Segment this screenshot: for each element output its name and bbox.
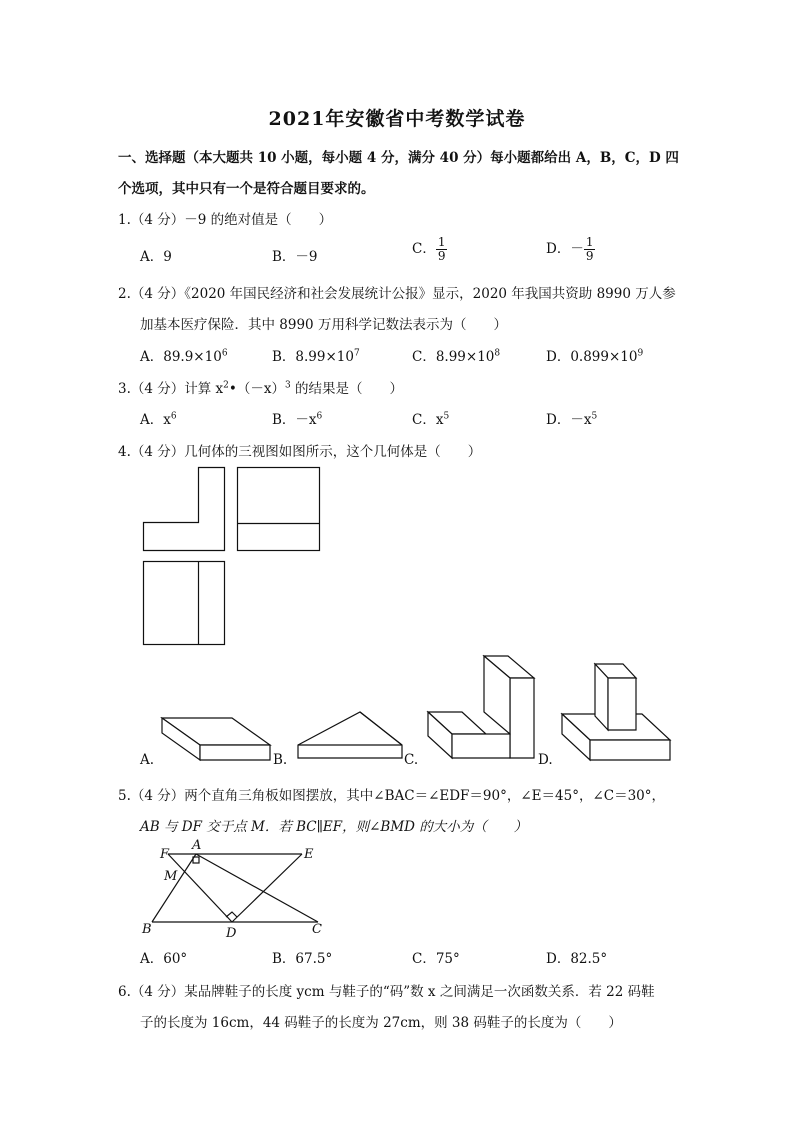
option-text: C．8.99×10 <box>412 349 495 365</box>
exponent: 6 <box>170 411 177 422</box>
fraction-denominator: 9 <box>585 249 594 263</box>
fraction-denominator: 9 <box>437 249 446 263</box>
segment-ab <box>152 854 196 922</box>
q5-stem-line1: 5.（4 分）两个直角三角板如图摆放，其中∠BAC＝∠EDF＝90°，∠E＝45°，∠C＝30°， <box>118 788 666 804</box>
q2-stem-line1: 2.（4 分）《2020 年国民经济和社会发展统计公报》显示，2020 年我国共资助 8990 万人参 <box>118 286 676 302</box>
stem-text: •（－x） <box>228 381 285 397</box>
exponent: 5 <box>443 411 450 422</box>
q3-stem <box>118 377 403 397</box>
option-a-solid-slab <box>162 718 270 760</box>
q6-stem-line1: 6.（4 分）某品牌鞋子的长度 ycm 与鞋子的“码”数 x 之间满足一次函数关系．若 22 码鞋 <box>118 984 655 1000</box>
q3-option-d <box>546 408 597 428</box>
option-text: C．x <box>412 412 444 428</box>
option-b-solid-wedge <box>298 712 402 758</box>
q1-option-d <box>546 236 595 263</box>
section-instructions-line2: 个选项，其中只有一个是符合题目要求的。 <box>118 181 375 197</box>
q5-option-d: D．82.5° <box>546 951 608 967</box>
label-b: B <box>142 922 152 937</box>
option-d-solid-block-on-slab <box>562 664 670 760</box>
exponent: 3 <box>284 380 291 391</box>
q5-option-c: C．75° <box>412 951 460 967</box>
q2-option-a <box>140 345 228 365</box>
q4-option-d-label: D. <box>538 752 553 768</box>
q1-option-d-fraction <box>584 236 596 263</box>
option-text: A．x <box>140 412 171 428</box>
label-e: E <box>304 847 314 862</box>
stem-text: 3.（4 分）计算 x <box>118 381 224 397</box>
q5-option-a: A．60° <box>140 951 188 967</box>
option-c-solid-l-block <box>428 656 534 758</box>
q1-option-c-fraction <box>436 236 448 263</box>
q4-three-views-figure <box>140 464 330 650</box>
side-view <box>238 468 320 551</box>
exponent: 5 <box>591 411 598 422</box>
q2-stem-line2: 加基本医疗保险．其中 8990 万用科学记数法表示为（ ） <box>140 317 507 333</box>
q2-option-d <box>546 345 643 365</box>
q4-option-b-label: B. <box>273 752 288 768</box>
fraction-numerator: 1 <box>437 235 446 249</box>
front-view <box>144 468 225 551</box>
fraction-numerator: 1 <box>585 235 594 249</box>
q6-stem-line2: 子的长度为 16cm，44 码鞋子的长度为 27cm，则 38 码鞋子的长度为（ ） <box>140 1015 622 1031</box>
q3-option-b <box>272 408 322 428</box>
option-text: D．0.899×10 <box>546 349 638 365</box>
q1-stem: 1.（4 分）－9 的绝对值是（ ） <box>118 212 333 228</box>
label-m: M <box>164 869 178 884</box>
top-view <box>144 562 225 645</box>
q2-option-c <box>412 345 500 365</box>
q5-stem-line2: AB 与 DF 交于点 M．若 BC∥EF，则∠BMD 的大小为（ ） <box>140 819 528 835</box>
segment-de <box>232 854 302 922</box>
q1-option-a: A．9 <box>140 249 172 265</box>
right-angle-mark-d <box>226 912 237 917</box>
label-f: F <box>160 847 170 862</box>
q4-stem: 4.（4 分）几何体的三视图如图所示，这个几何体是（ ） <box>118 444 482 460</box>
stem-text: 的结果是（ ） <box>290 381 404 397</box>
option-text: B．8.99×10 <box>272 349 354 365</box>
q2-option-b <box>272 345 360 365</box>
q3-option-a <box>140 408 177 428</box>
q1-option-c-label: C． <box>412 241 436 257</box>
q5-option-b: B．67.5° <box>272 951 333 967</box>
option-text: A．89.9×10 <box>140 349 222 365</box>
q4-option-c-label: C. <box>404 752 419 768</box>
label-d: D <box>226 926 237 940</box>
exponent: 8 <box>494 348 501 359</box>
exponent: 6 <box>221 348 228 359</box>
q1-option-c <box>412 236 447 263</box>
q5-triangles-figure <box>140 838 340 940</box>
segment-fd <box>168 854 232 922</box>
q4-option-a-label: A. <box>140 752 155 768</box>
exponent: 6 <box>316 411 323 422</box>
page-title: 2021年安徽省中考数学试卷 <box>268 108 526 130</box>
option-text: B．－x <box>272 412 317 428</box>
label-c: C <box>312 922 322 937</box>
exponent: 7 <box>353 348 360 359</box>
q3-option-c <box>412 408 449 428</box>
segment-ac <box>196 854 318 922</box>
exponent: 9 <box>637 348 644 359</box>
exponent: 2 <box>223 380 229 391</box>
q1-option-b: B．－9 <box>272 249 318 265</box>
option-text: D．－x <box>546 412 592 428</box>
label-a: A <box>192 838 202 853</box>
section-instructions-line1: 一、选择题（本大题共 10 小题，每小题 4 分，满分 40 分）每小题都给出 A，B，C，D 四 <box>118 150 679 166</box>
q1-option-d-label: D．－ <box>546 241 584 257</box>
